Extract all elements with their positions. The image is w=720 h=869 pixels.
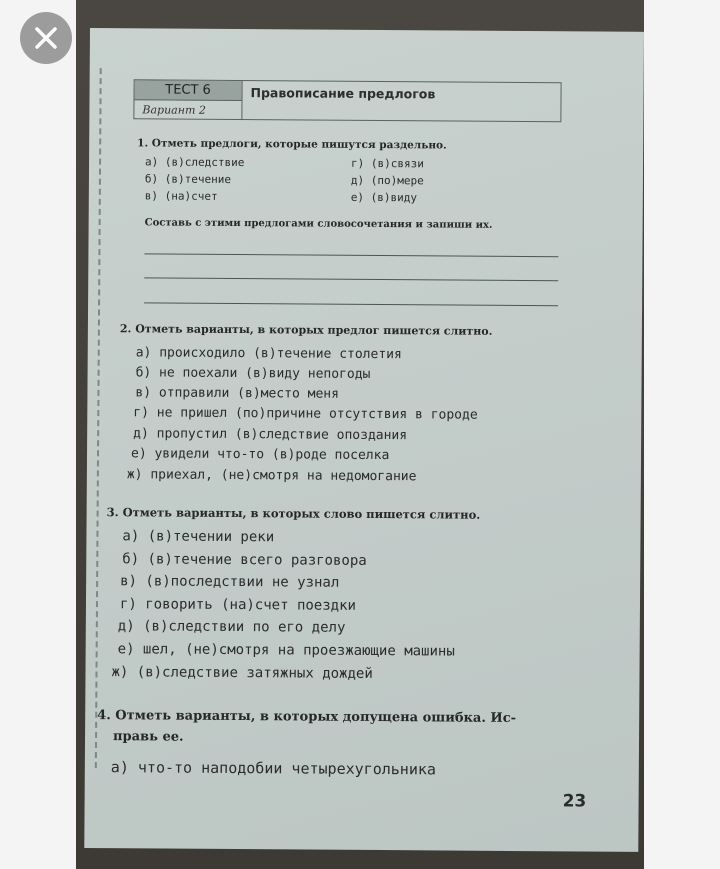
q3-option: б) (в)течение всего разговора: [122, 551, 367, 569]
answer-line: [144, 253, 558, 257]
question-2-title: 2. Отметь варианты, в которых предлог пишется слитно.: [119, 322, 493, 338]
question-1-title: 1. Отметь предлоги, которые пишутся раздельно.: [137, 137, 447, 152]
page-number: 23: [562, 791, 587, 812]
q2-option: ж) приехал, (не)смотря на недомогание: [126, 467, 417, 485]
test-label: ТЕСТ 6: [134, 80, 241, 101]
close-button[interactable]: [20, 12, 72, 64]
q2-option: е) увидели что-то (в)роде поселка: [130, 446, 390, 464]
question-4-title-cont: правь ее.: [113, 729, 184, 745]
q3-option: а) (в)течении реки: [122, 528, 275, 546]
q1-option: д) (по)мере: [350, 173, 424, 188]
photo: [76, 0, 644, 869]
q2-option: в) отправили (в)место меня: [135, 385, 340, 402]
q3-option: ж) (в)следствие затяжных дождей: [111, 664, 373, 682]
question-3-title: 3. Отметь варианты, в которых слово пишется слитно.: [106, 505, 481, 522]
answer-line: [144, 302, 558, 306]
q1-option: в) (на)счет: [144, 189, 218, 203]
workbook-page: [84, 28, 644, 852]
variant-label: Вариант 2: [142, 102, 206, 117]
q3-option: е) шел, (не)смотря на проезжающие машины: [117, 641, 455, 660]
q2-option: а) происходило (в)течение столетия: [135, 345, 402, 363]
q3-option: в) (в)последствии не узнал: [120, 573, 340, 591]
q3-option: г) говорить (на)счет поездки: [119, 596, 357, 614]
answer-line: [144, 277, 558, 281]
q4-option: а) что-то наподобии четырехугольника: [110, 758, 437, 779]
q1-option: е) (в)виду: [350, 190, 418, 205]
test-header: [133, 79, 561, 122]
q2-option: г) не пришел (по)причине отсутствия в городе: [133, 405, 478, 423]
question-4-title: 4. Отметь варианты, в которых допущена ошибка. Ис-: [97, 708, 517, 726]
q3-option: д) (в)следствии по его делу: [117, 618, 346, 636]
q2-option: б) не поехали (в)виду непогоды: [135, 365, 371, 382]
test-title: Правописание предлогов: [250, 85, 436, 102]
q1-instruction: Составь с этими предлогами словосочетания и запиши их.: [144, 217, 493, 231]
close-icon: [33, 25, 59, 51]
cut-line: [95, 68, 102, 768]
q1-option: а) (в)следствие: [145, 155, 245, 170]
q1-option: б) (в)течение: [144, 172, 232, 186]
q1-option: г) (в)связи: [351, 156, 424, 171]
q2-option: д) пропустил (в)следствие опоздания: [133, 426, 408, 444]
